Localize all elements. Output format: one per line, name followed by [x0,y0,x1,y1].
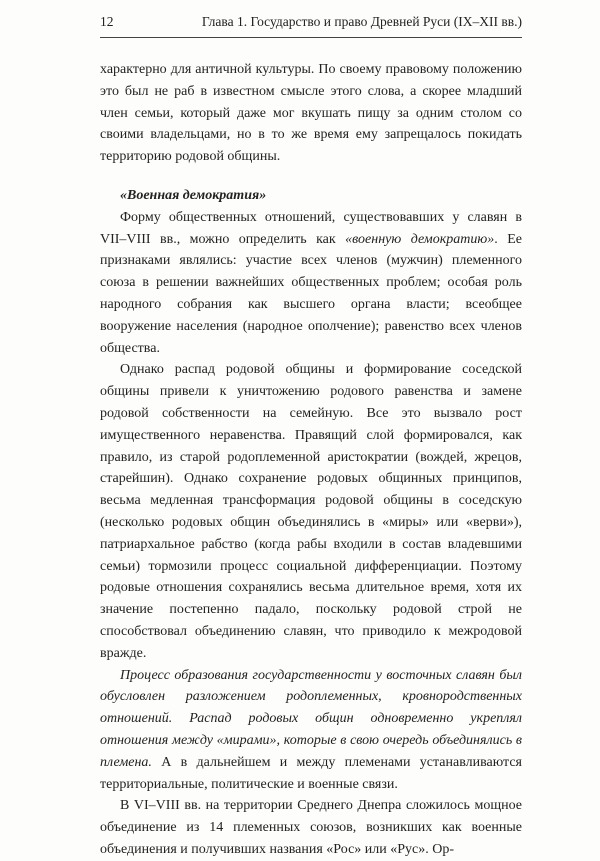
paragraph-community-decay: Однако распад родовой общины и формирование соседской общины привели к уничтожению родового равенства и замене родовой собственности на семейную. Все это вызвало рост имущественного неравенства. Правящий слой формировался, как правило, из старой родоплеменной аристократии (вождей, жрецов, старейшин). Однако сохранение родовых общинных принципов, весьма медленная трансформация родовой общины в соседскую (несколько родовых общин объединялись в «миры» или «верви»), патриархальное рабство (когда рабы входили в состав владевшими семьи) тормозили процесс социальной дифференциации. Поэтому родовые отношения сохранялись весьма длительное время, хотя их значение постепенно падало, поскольку родовой строй не способствовал объединению славян, что приводило к межродовой вражде. [100,362,522,661]
running-title: Глава 1. Государство и право Древней Руси (IX–XII вв.) [201,14,522,29]
paragraph-text: . Ее признаками являлись: участие всех членов (мужчин) племенного союза в решении важнейших общественных проблем; особая роль народного собрания как высшего органа власти; всеобщее вооружение населения (народное ополчение); равенство всех членов общества. [100,231,523,356]
paragraph-military-democracy [100,207,522,360]
emphasis-text: Процесс образования государственности у восточных славян был обусловлен разложением родоплеменных, кровнородственных отношений. Распад родовых общин одновременно укреплял отношения между «мирами», которые в свою очередь объединялись в племена. [100,667,522,770]
paragraph-text: А в дальнейшем и между племенами устанавливаются территориальные, политические и военные связи. [100,754,522,792]
page-body [100,59,522,861]
paragraph-middle-dnieper: В VI–VIII вв. на территории Среднего Днепра сложилось мощное объединение из 14 племенных союзов, возникших как военные объединения и получивших названия «Рос» или «Рус». Ор- [100,798,522,857]
page-number: 12 [100,14,114,29]
running-header [100,13,522,38]
paragraph-text: Форму общественных отношений, существовавших у славян в VII–VIII вв., можно определить как [100,209,522,247]
paragraph-continuation: характерно для античной культуры. По своему правовому положению это был не раб в известном смысле этого слова, а скорее младший член семьи, который даже мог вкушать пищу за одним столом со своими владельцами, но в то же время ему запрещалось покидать территорию родовой общины. [100,62,522,165]
emphasis-text: «военную демократию» [345,231,495,247]
paragraph-state-formation [100,665,522,796]
section-heading: «Военная демократия» [120,187,267,203]
